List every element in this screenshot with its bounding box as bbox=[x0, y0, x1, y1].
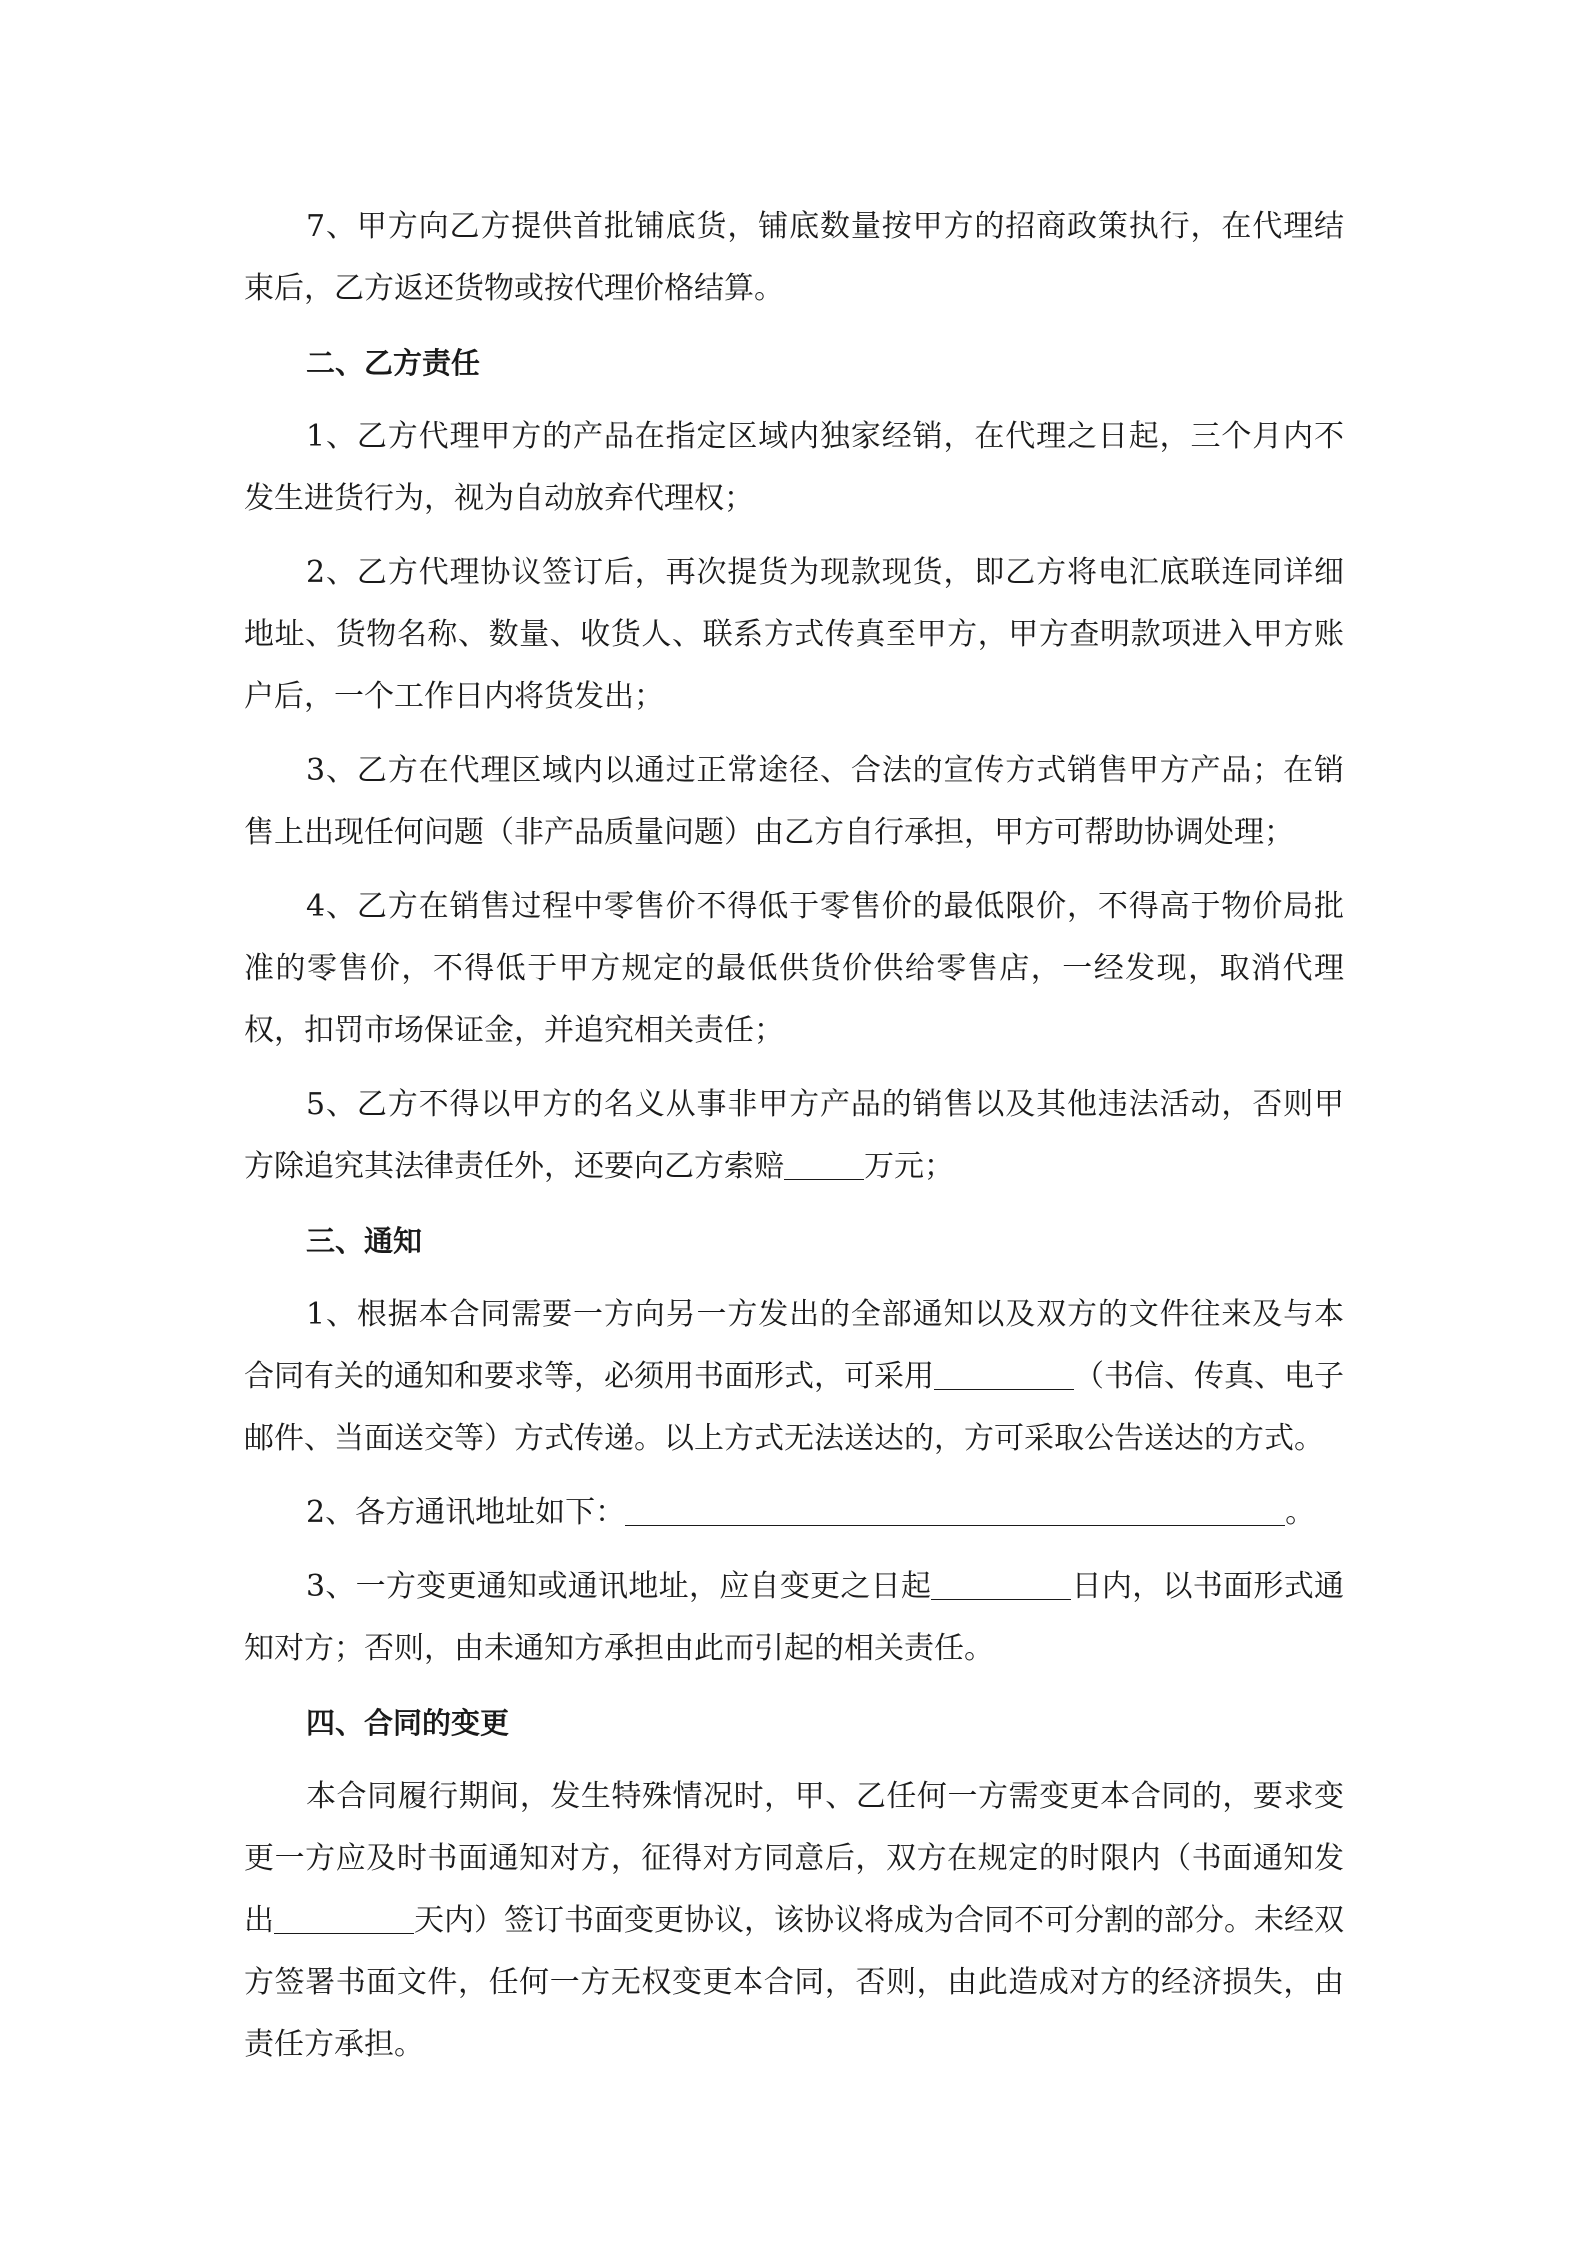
clause-3-3 bbox=[244, 1556, 1344, 1680]
notice-days-blank bbox=[931, 1569, 1071, 1600]
clause-4-text-after: 天内）签订书面变更协议，该协议将成为合同不可分割的部分。未经双方签署书面文件，任何一方无权变更本合同，否则，由此造成对方的经济损失，由责任方承担。 bbox=[244, 1903, 1344, 2062]
address-blank bbox=[625, 1495, 1285, 1526]
clause-2-5-text-after: 万元； bbox=[864, 1149, 954, 1184]
clause-1-7: 7、甲方向乙方提供首批铺底货，铺底数量按甲方的招商政策执行，在代理结束后，乙方返还货物或按代理价格结算。 bbox=[244, 209, 1344, 306]
clause-3-3-text-after: 日内，以书面形式通知对方；否则，由未通知方承担由此而引起的相关责任。 bbox=[244, 1569, 1344, 1666]
section-heading-party-b-duties: 二、乙方责任 bbox=[306, 346, 481, 380]
clause-3-2 bbox=[244, 1482, 1344, 1544]
delivery-method-blank bbox=[934, 1359, 1074, 1390]
clause-3-3-text-before: 3、一方变更通知或通讯地址，应自变更之日起 bbox=[306, 1569, 932, 1604]
clause-3-1-text-before: 1、根据本合同需要一方向另一方发出的全部通知以及双方的文件往来及与本合同有关的通知和要求等，必须用书面形式，可采用 bbox=[244, 1297, 1344, 1394]
clause-2-4: 4、乙方在销售过程中零售价不得低于零售价的最低限价，不得高于物价局批准的零售价，不得低于甲方规定的最低供货价供给零售店，一经发现，取消代理权，扣罚市场保证金，并追究相关责任； bbox=[244, 889, 1344, 1048]
clause-3-2-text-before: 2、各方通讯地址如下： bbox=[306, 1495, 626, 1530]
clause-3-1 bbox=[244, 1284, 1344, 1470]
clause-2-3: 3、乙方在代理区域内以通过正常途径、合法的宣传方式销售甲方产品；在销售上出现任何问题（非产品质量问题）由乙方自行承担，甲方可帮助协调处理； bbox=[244, 753, 1344, 850]
clause-3-1-text-after: （书信、传真、电子邮件、当面送交等）方式传递。以上方式无法送达的，方可采取公告送达的方式。 bbox=[244, 1359, 1344, 1456]
clause-2-2: 2、乙方代理协议签订后，再次提货为现款现货，即乙方将电汇底联连同详细地址、货物名称、数量、收货人、联系方式传真至甲方，甲方查明款项进入甲方账户后，一个工作日内将货发出； bbox=[244, 555, 1344, 714]
document-body bbox=[244, 196, 1344, 2088]
clause-4-body bbox=[244, 1766, 1344, 2076]
compensation-amount-blank bbox=[784, 1149, 864, 1180]
clause-2-1: 1、乙方代理甲方的产品在指定区域内独家经销，在代理之日起，三个月内不发生进货行为，视为自动放弃代理权； bbox=[244, 419, 1344, 516]
clause-4-text-before: 本合同履行期间，发生特殊情况时，甲、乙任何一方需变更本合同的，要求变更一方应及时书面通知对方，征得对方同意后，双方在规定的时限内（书面通知发出 bbox=[244, 1779, 1344, 1938]
clause-2-5-text-before: 5、乙方不得以甲方的名义从事非甲方产品的销售以及其他违法活动，否则甲方除追究其法律责任外，还要向乙方索赔 bbox=[244, 1087, 1344, 1184]
section-heading-contract-change: 四、合同的变更 bbox=[306, 1706, 510, 1740]
change-days-blank bbox=[274, 1903, 414, 1934]
clause-3-2-text-after: 。 bbox=[1285, 1495, 1316, 1530]
section-heading-notice: 三、通知 bbox=[306, 1224, 423, 1258]
clause-2-5 bbox=[244, 1074, 1344, 1198]
